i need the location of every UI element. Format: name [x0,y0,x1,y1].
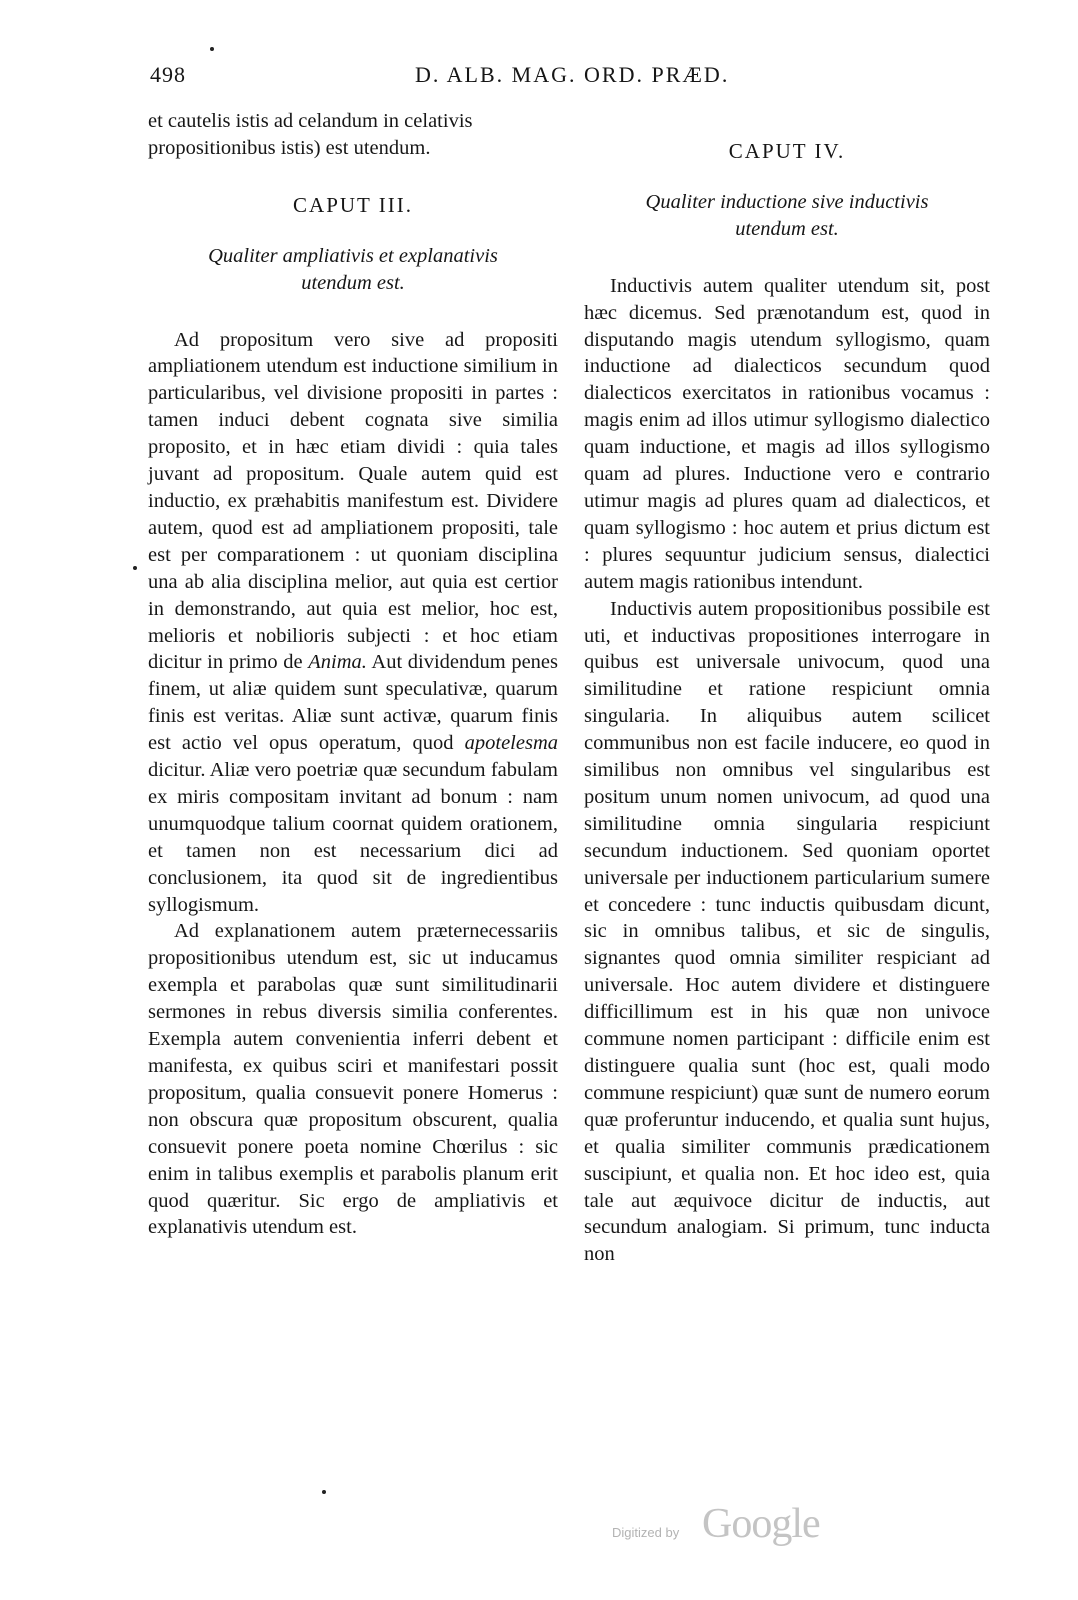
print-speck [133,566,137,570]
chapter-subtitle-iv-line-2: utendum est. [735,217,839,240]
print-speck [210,47,214,51]
print-speck [322,1490,326,1494]
digitized-by-label: Digitized by [612,1525,680,1540]
italic-anima: Anima. [308,651,367,674]
paragraph-ampliation-text-c: dicitur. Aliæ vero poetriæ quæ secundum fabulam ex miris compositam invitant ad bonum : nam unumquodque talium coornat quidem orationem, et tamen non est necessarium dici ad conclusionem, ita quod sit de ingredientibus syllogismum. [148,759,558,916]
paragraph-explanation: Ad explanationem autem præternecessariis propositionibus utendum est, sic ut inducamus exempla et parabolas quæ sunt similitudinarii sermones in rebus diversis similia conferentes. Exempla autem convenientia inferri debent et manifesta, ex quibus sciri et manifestari possit propositum, qualia consuevit ponere Homerus : non obscura quæ propositum obscurent, qualia consuevit ponere poeta nomine Chœrilus : sic enim in talibus exemplis et parabolis planum erit quod quæritur. Sic ergo de ampliativis et explanativis utendum est. [148,920,558,1239]
chapter-subtitle-iii-line-1: Qualiter ampliativis et explanativis [208,244,498,267]
chapter-subtitle-iv-line-1: Qualiter inductione sive inductivis [645,190,929,213]
chapter-heading-iii: CAPUT III. [293,192,413,217]
google-logo: Google [702,1501,820,1547]
opening-line-1: et cautelis istis ad celandum in celativis [148,110,473,132]
running-head [150,62,1000,98]
paragraph-inductive-intro: Inductivis autem qualiter utendum sit, post hæc dicemus. Sed prænotandum est, quod in disputando magis utendum syllogismo, quam inductione ad dialecticos secundum quod dialecticos exercitatos in rationibus vocamus : magis enim ad illos utimur syllogismo dialectico quam inductione, et magis ad illos syllogismo quam ad plures. Inductione vero e contrario utimur magis ad plures quam ad dialecticos, et quam syllogismo : hoc autem et prius dictum est : plures sequuntur judicium sensus, dialectici autem magis rationibus intendunt. [584,274,990,593]
page-number: 498 [150,62,186,87]
paragraph-ampliation-text-b: Aut dividendum penes finem, ut aliæ quidem sunt speculativæ, quarum finis est veritas. Aliæ sunt activæ, quarum finis est actio vel opus operatum, quod [148,651,558,755]
paragraph-ampliation-text-a: Ad propositum vero sive ad propositi ampliationem utendum est inductione similium in particularibus, vel divisione propositi in partes : tamen induci debent cognata sive similia proposito, et in hæc etiam dividi : quia tales juvant ad propositum. Quale autem quid est inductio, ex præhabitis manifestum est. Dividere autem, quod est ad ampliationem propositi, tale est per comparationem : ut quoniam disciplina una ab alia disciplina melior, aut quia est certior in demonstrando, aut quia est melior, hoc est, melioris et nobilioris subjecti : et hoc etiam dicitur in primo de [148,328,558,674]
chapter-heading-iv: CAPUT IV. [728,139,846,163]
right-column [584,138,990,1268]
italic-apotelesma: apotelesma [464,732,558,755]
opening-line-2: propositionibus istis) est utendum. [148,136,431,159]
chapter-subtitle-iii-line-2: utendum est. [301,271,405,294]
paragraph-inductive-propositions: Inductivis autem propositionibus possibile est uti, et inductivas propositiones interrogare in quibus est universale univocum, quod una similitudine et ratione respiciunt omnia singularia. In aliquibus autem scilicet communibus non est facile inducere, eo quod in similibus non omnibus vel singularibus est positum unum nomen univocum, ad quod una similitudine omnia singularia respiciunt secundum inductionem. Sed quoniam oportet universale per inductionem particularium sumere et concedere : tunc inductis quibusdam dicunt, sic in omnibus talibus, et sic de singulis, signantes quod omnia similiter respiciant ad universale. Hoc autem dividere et distinguere difficillimum est in his quæ non univoce commune nomen participant : difficile enim est distinguere qualia sunt (hoc est, quali modo commune respiciunt) quæ sunt de numero eorum quæ proferuntur inducendo, et qualia sunt hujus, et qualia similiter communis prædicationem suscipiunt, et qualia non. Et hoc ideo est, quia tale aut æquivoce dicitur de inductis, aut secundum analogiam. Si primum, tunc inducta non [584,597,990,1266]
digitization-watermark [612,1500,872,1550]
left-column [148,108,558,1241]
paragraph-ampliation [148,327,558,919]
running-title: D. ALB. MAG. ORD. PRÆD. [415,62,730,87]
